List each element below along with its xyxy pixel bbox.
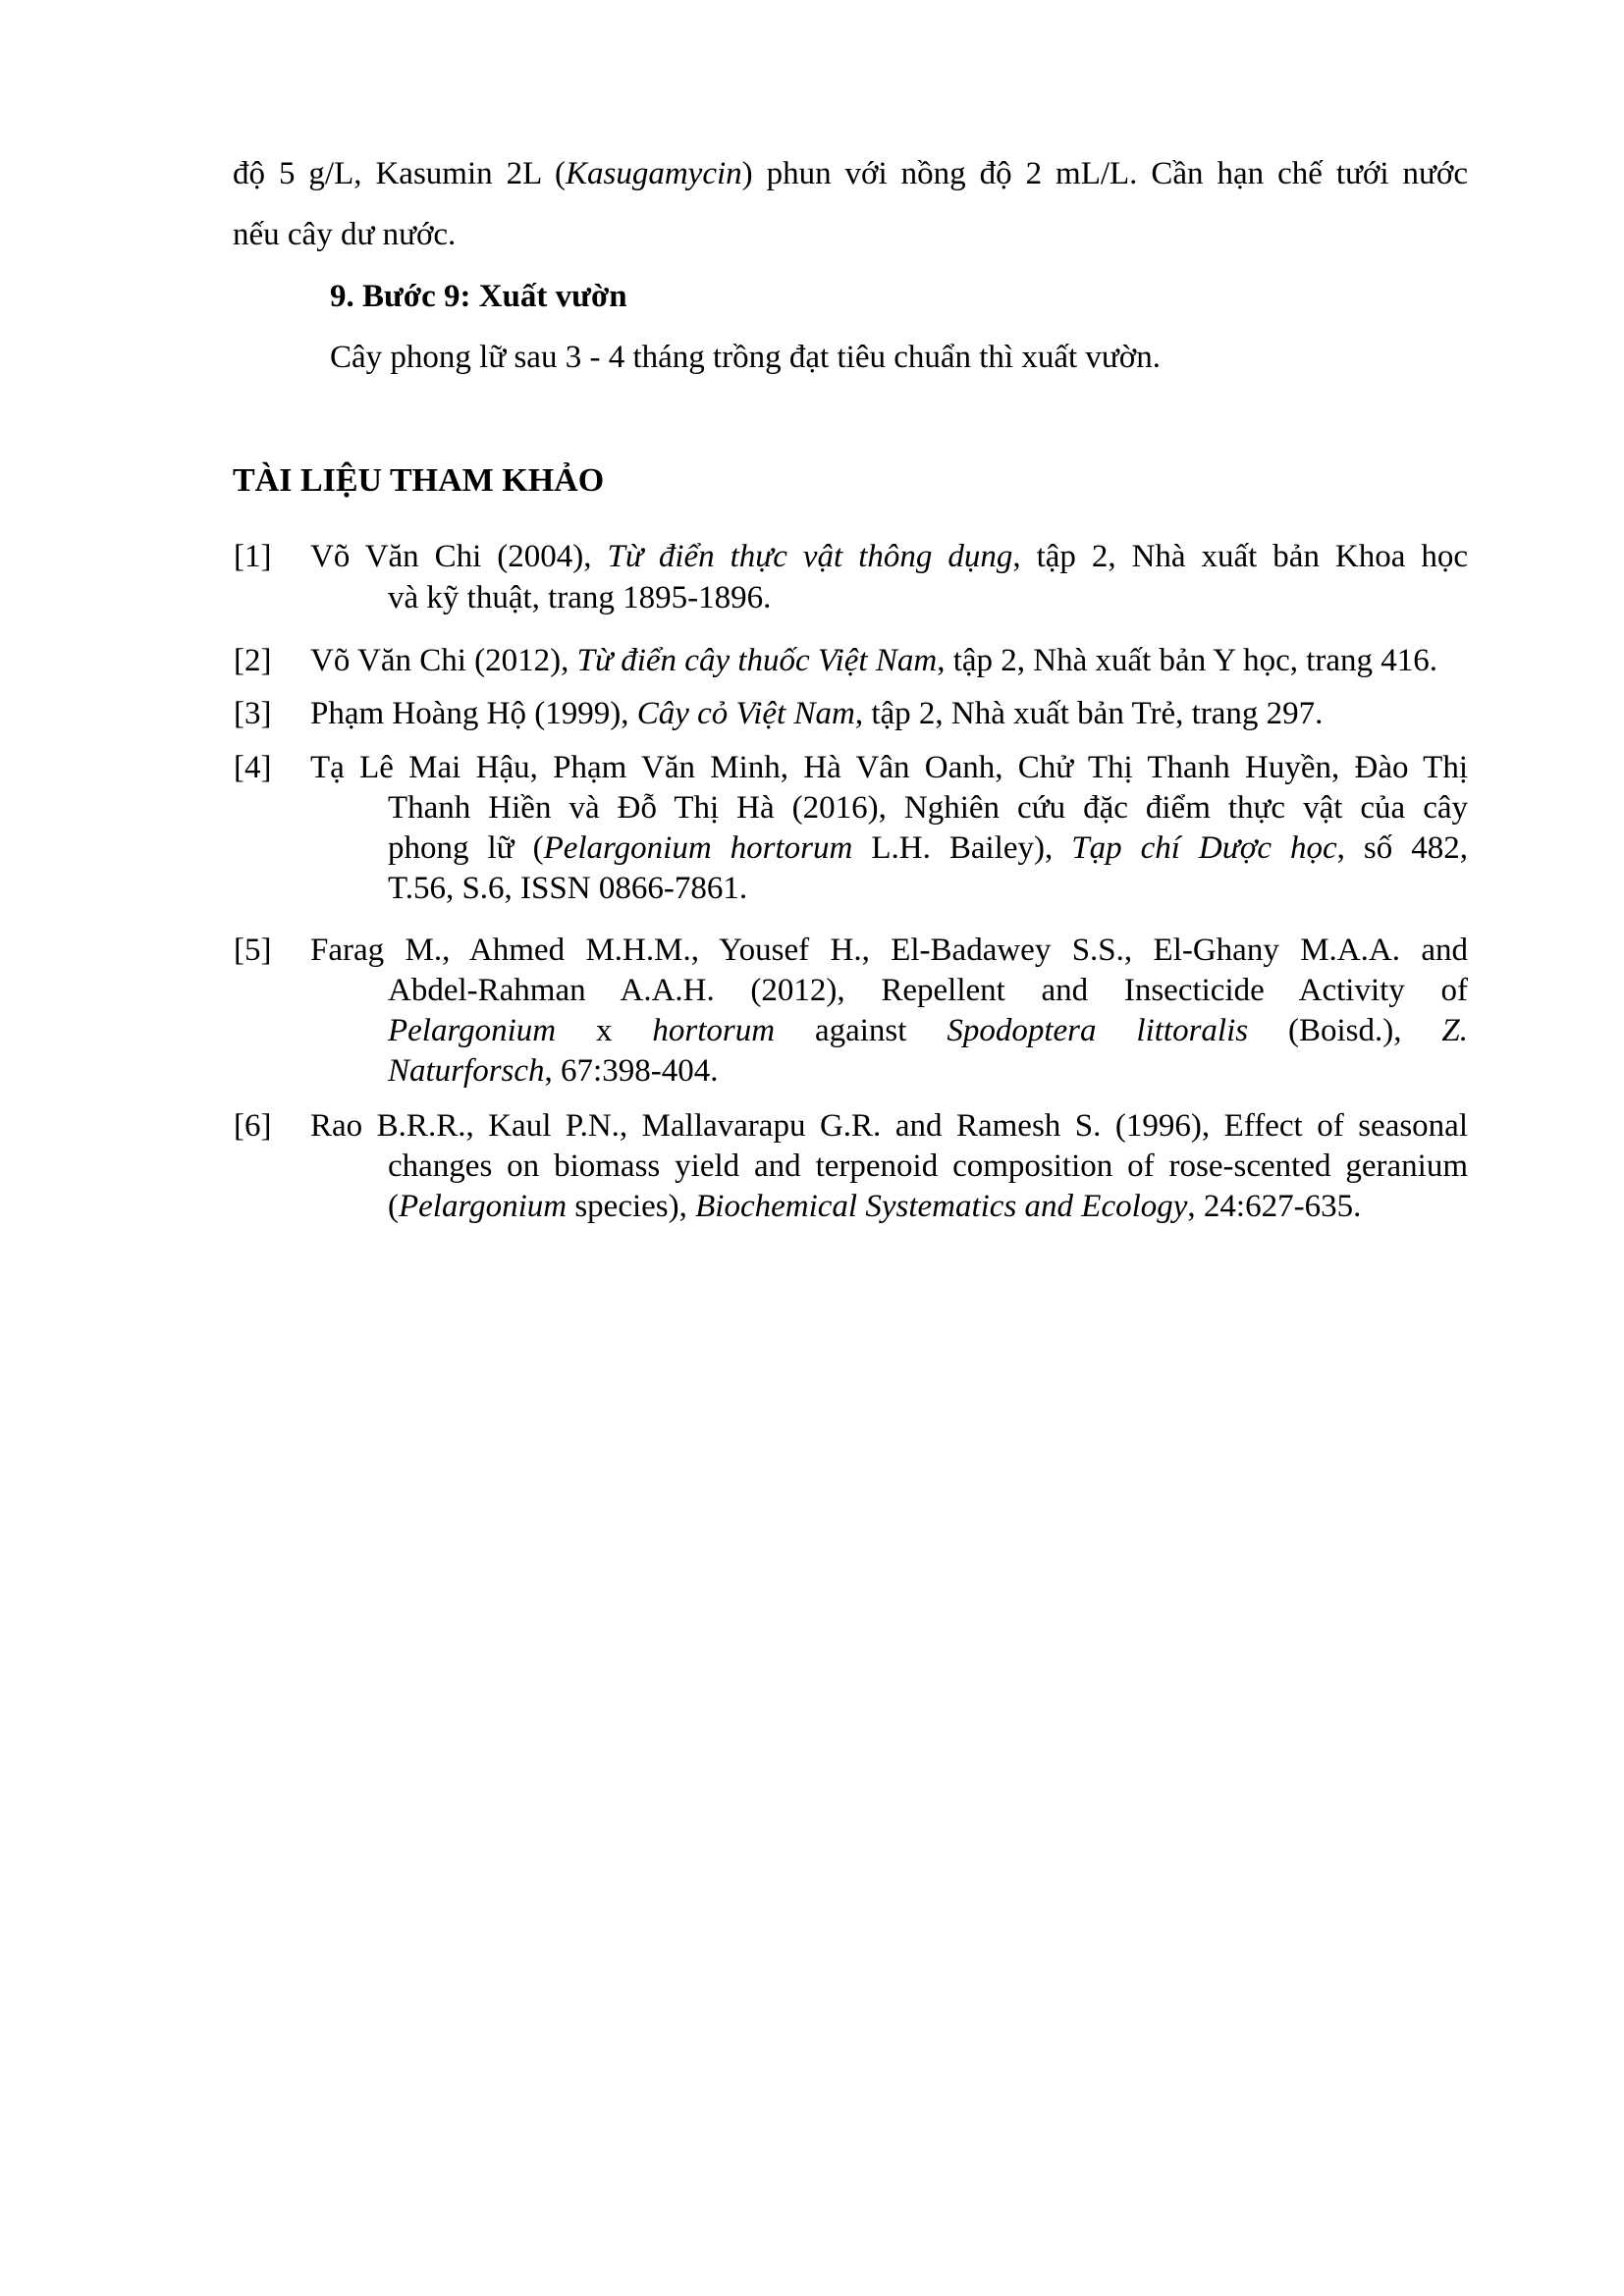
italic-text: Từ điển cây thuốc Việt Nam — [576, 643, 938, 678]
reference-label: [2] — [234, 643, 272, 678]
italic-text: Pelargonium — [399, 1189, 568, 1224]
italic-text: Biochemical Systematics and Ecology — [695, 1189, 1188, 1224]
reference-line — [388, 788, 1468, 828]
text-run: và kỹ thuật, trang 1895-1896. — [388, 580, 772, 615]
text-run: Abdel-Rahman A.A.H. (2012), Repellent and Insecticide Activity of — [388, 973, 1468, 1008]
text-run: species), — [567, 1189, 696, 1224]
italic-text: Từ điển thực vật thông dụng — [607, 539, 1013, 574]
text-run: L.H. Bailey), — [852, 830, 1072, 866]
reference-line — [310, 537, 1468, 577]
paragraph-line — [233, 215, 456, 255]
reference-line — [388, 578, 771, 618]
italic-text: Spodoptera littoralis — [947, 1013, 1249, 1048]
text-run: , tập 2, Nhà xuất bản Khoa học — [1012, 539, 1469, 574]
text-run: , 67:398-404. — [544, 1053, 719, 1089]
reference-label: [3] — [234, 696, 272, 731]
text-run: Rao B.R.R., Kaul P.N., Mallavarapu G.R. and Ramesh S. (1996), Effect of seasonal — [310, 1108, 1468, 1144]
italic-text: Tạp chí Dược học — [1071, 830, 1337, 866]
text-run: , tập 2, Nhà xuất bản Y học, trang 416. — [937, 643, 1438, 678]
text-run: , tập 2, Nhà xuất bản Trẻ, trang 297. — [854, 696, 1324, 731]
italic-text: Z. — [1441, 1013, 1468, 1048]
text-run: nếu cây dư nước. — [233, 217, 457, 252]
step-text: Cây phong lữ sau 3 - 4 tháng trồng đạt tiêu chuẩn thì xuất vườn. — [330, 340, 1161, 375]
reference-line — [310, 641, 1437, 681]
text-run: T.56, S.6, ISSN 0866-7861. — [388, 871, 748, 906]
reference-line — [388, 1147, 1468, 1187]
text-run: Võ Văn Chi (2012), — [310, 643, 577, 678]
text-run: ) phun với nồng độ 2 mL/L. Cần hạn chế tưới nước — [741, 156, 1468, 191]
reference-line — [310, 1106, 1468, 1147]
reference-line — [388, 1011, 1468, 1051]
reference-line — [310, 748, 1468, 788]
reference-line — [388, 1187, 1361, 1227]
text-run: , số 482, — [1336, 830, 1469, 866]
italic-text: Pelargonium — [388, 1013, 557, 1048]
text-run: , 24:627-635. — [1187, 1189, 1362, 1224]
reference-line — [310, 931, 1468, 971]
text-run: ( — [388, 1189, 399, 1224]
paragraph-line — [233, 154, 1468, 194]
reference-label: [5] — [234, 933, 272, 968]
text-run: độ 5 g/L, Kasumin 2L ( — [233, 156, 566, 191]
reference-label: [4] — [234, 750, 272, 785]
step-heading: 9. Bước 9: Xuất vườn — [330, 279, 627, 314]
text-run: against — [775, 1013, 947, 1048]
text-run: Thanh Hiền và Đỗ Thị Hà (2016), Nghiên cứu đặc điểm thực vật của cây — [388, 790, 1468, 826]
italic-text: Kasugamycin — [565, 156, 742, 191]
reference-label: [6] — [234, 1108, 272, 1144]
text-run: Võ Văn Chi (2004), — [310, 539, 608, 574]
references-title: TÀI LIỆU THAM KHẢO — [233, 462, 605, 499]
text-run: phong lữ ( — [388, 830, 544, 866]
italic-text: Naturforsch — [388, 1053, 545, 1089]
reference-line — [388, 971, 1468, 1011]
italic-text: hortorum — [652, 1013, 776, 1048]
reference-line — [388, 828, 1468, 869]
italic-text: Pelargonium hortorum — [543, 830, 853, 866]
text-run: changes on biomass yield and terpenoid composition of rose-scented geranium — [388, 1148, 1468, 1184]
text-run: Tạ Lê Mai Hậu, Phạm Văn Minh, Hà Vân Oanh, Chử Thị Thanh Huyền, Đào Thị — [310, 750, 1468, 785]
text-run: (Boisd.), — [1248, 1013, 1442, 1048]
reference-line — [388, 1051, 718, 1092]
text-run: x — [556, 1013, 653, 1048]
text-run: Farag M., Ahmed M.H.M., Yousef H., El-Badawey S.S., El-Ghany M.A.A. and — [310, 933, 1468, 968]
reference-line — [310, 694, 1323, 734]
text-run: Phạm Hoàng Hộ (1999), — [310, 696, 637, 731]
italic-text: Cây cỏ Việt Nam — [636, 696, 855, 731]
reference-line — [388, 869, 747, 909]
reference-label: [1] — [234, 539, 272, 574]
